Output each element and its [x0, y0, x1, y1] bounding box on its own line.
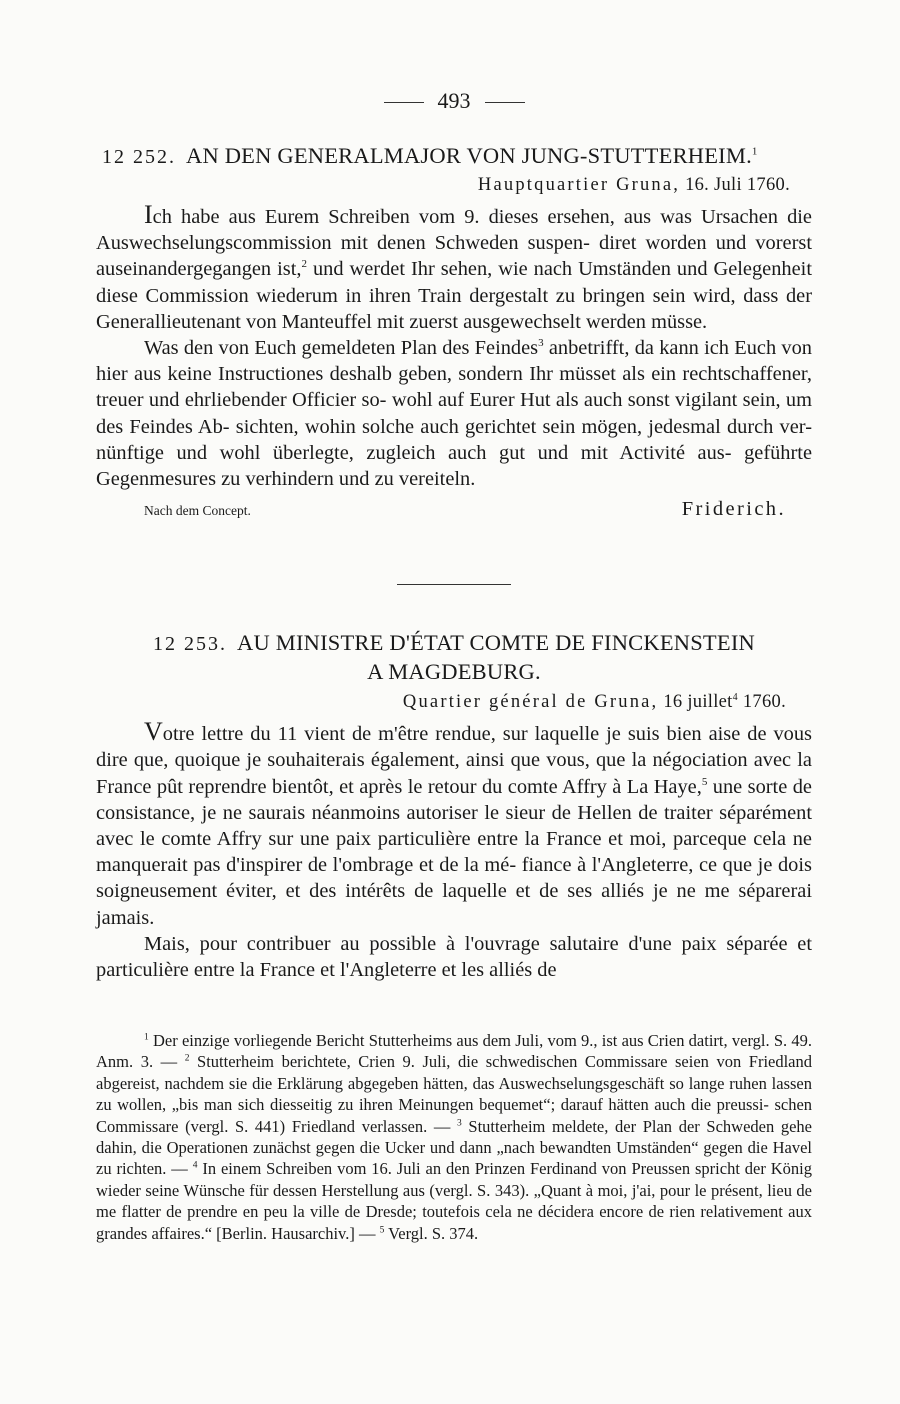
letter-title-line: AU MINISTRE D'ÉTAT COMTE DE FINCKENSTEIN	[237, 630, 755, 655]
paragraph: Mais, pour contribuer au possible à l'ouvrage salutaire d'une paix séparée et particulière entre la France et l'Angleterre et les alliés de	[96, 932, 812, 981]
dateline-place: Quartier général de Gruna,	[402, 692, 659, 713]
separator-rule	[397, 584, 511, 585]
dateline	[96, 175, 812, 196]
letter-number: 12 252.	[102, 146, 176, 168]
dateline-year: 1760.	[742, 692, 786, 713]
footnote-ref: 1	[751, 145, 758, 158]
letter-body	[96, 202, 812, 492]
letter-12253	[96, 629, 812, 983]
signature: Friderich.	[681, 498, 786, 521]
footnotes	[96, 1030, 812, 1244]
dateline	[96, 692, 812, 713]
rule-right	[485, 102, 525, 103]
footnote-ref: 2	[301, 258, 307, 271]
letter-number: 12 253.	[153, 633, 228, 655]
initial-letter: I	[144, 200, 153, 229]
letter-title-line: A MAGDEBURG.	[367, 659, 541, 684]
letter-title: AN DEN GENERALMAJOR VON JUNG-STUTTERHEIM.	[186, 143, 752, 168]
letter-heading	[96, 629, 812, 685]
letter-heading	[96, 143, 812, 169]
footnote-ref: 5	[701, 775, 708, 788]
footnote-ref: 4	[732, 692, 738, 703]
initial-letter: V	[144, 717, 163, 747]
source-note: Nach dem Concept.	[144, 503, 251, 519]
paragraph: Was den von Euch gemeldeten Plan des Feindes$^3$ anbetrifft, da kann ich Euch von hier aus keine Instructiones deshalb geben, sondern Ihr müsset als ein rechtschaffener, treuer und ehrliebender Officier so- wohl auf Eurer Hut als auch sonst vigilant sein, um des Feindes Ab- sichten, wohin solche auch gerichtet sein mögen, jedesmal durch ver- nünftige und wohl überlegte, zugleich auch gut und mit Activité aus- geführte Gegenmesures zu verhindern und zu vereiteln.	[96, 337, 813, 491]
paragraph: Ich habe aus Eurem Schreiben vom 9. dieses ersehen, aus was Ursachen die Auswechselungscommission mit denen Schweden suspen- diret worden und vorerst auseinandergegangen ist,$^2$ und werdet Ihr sehen, wie nach Umständen und Gelegenheit diese Commission wiederum in ihren Train dergestalt zu bringen sein wird, dass der Generallieutenant von Manteuffel mit zuerst ausgewechselt werden müsse.	[96, 200, 812, 333]
footnote-ref: 3	[538, 337, 544, 350]
dateline-date: 16 juillet	[663, 692, 733, 713]
closing	[96, 498, 812, 521]
dateline-date: 16. Juli 1760.	[685, 175, 790, 195]
paragraph: Votre lettre du 11 vient de m'être rendue, sur laquelle je suis bien aise de vous dire que, quoique je souhaiterais également, ainsi que vous, que la négociation avec la France pût reprendre bientôt, et après le retour du comte Affry à La Haye,$^5$ une sorte de consistance, je ne saurais néanmoins autoriser le sieur de Hellen de traiter séparément avec le comte Affry sur une paix particulière entre la France et moi, parceque cela ne manquerait pas d'inspirer de l'ombrage et de la mé- fiance à l'Angleterre, ce que je dois soigneusement éviter, et des intérêts de laquelle et de ses alliés je ne me séparerai jamais.	[96, 717, 812, 929]
page-number: 493	[96, 88, 812, 114]
letter-12252	[96, 143, 812, 521]
footnote-block: $^1$ Der einzige vorliegende Bericht Stutterheims aus dem Juli, vom 9., ist aus Crien datirt, vergl. S. 49. Anm. 3. — $^2$ Stutterheim berichtete, Crien 9. Juli, die schwedischen Commissare seien von Friedland abgereist, nachdem sie die Erklärung abgegeben hätten, das Auswechselungsgeschäft so lange ruhen lassen zu wollen, „bis man sich diesseitig zu ihren Meinungen bequemet“; darauf hätten auch die preussi- schen Commissare (vergl. S. 441) Friedland verlassen. — $^3$ Stutterheim meldete, der Plan der Schweden gehe dahin, die Operationen zunächst gegen die Ucker und dann „nach bewandten Umständen“ gegen die Havel zu richten. — $^4$ In einem Schreiben vom 16. Juli an den Prinzen Ferdinand von Preussen spricht der König wieder seine Wünsche für dessen Herstellung aus (vergl. S. 343). „Quant à moi, j'ai, pour le présent, lieu de me flatter de prendre en peu la ville de Dresde; toutefois cela ne décidera encore de rien relativement aux grandes affaires.“ [Berlin. Hausarchiv.] — $^5$ Vergl. S. 374.	[96, 1031, 813, 1243]
rule-left	[384, 102, 424, 103]
dateline-place: Hauptquartier Gruna,	[477, 175, 681, 195]
letter-body	[96, 719, 812, 983]
